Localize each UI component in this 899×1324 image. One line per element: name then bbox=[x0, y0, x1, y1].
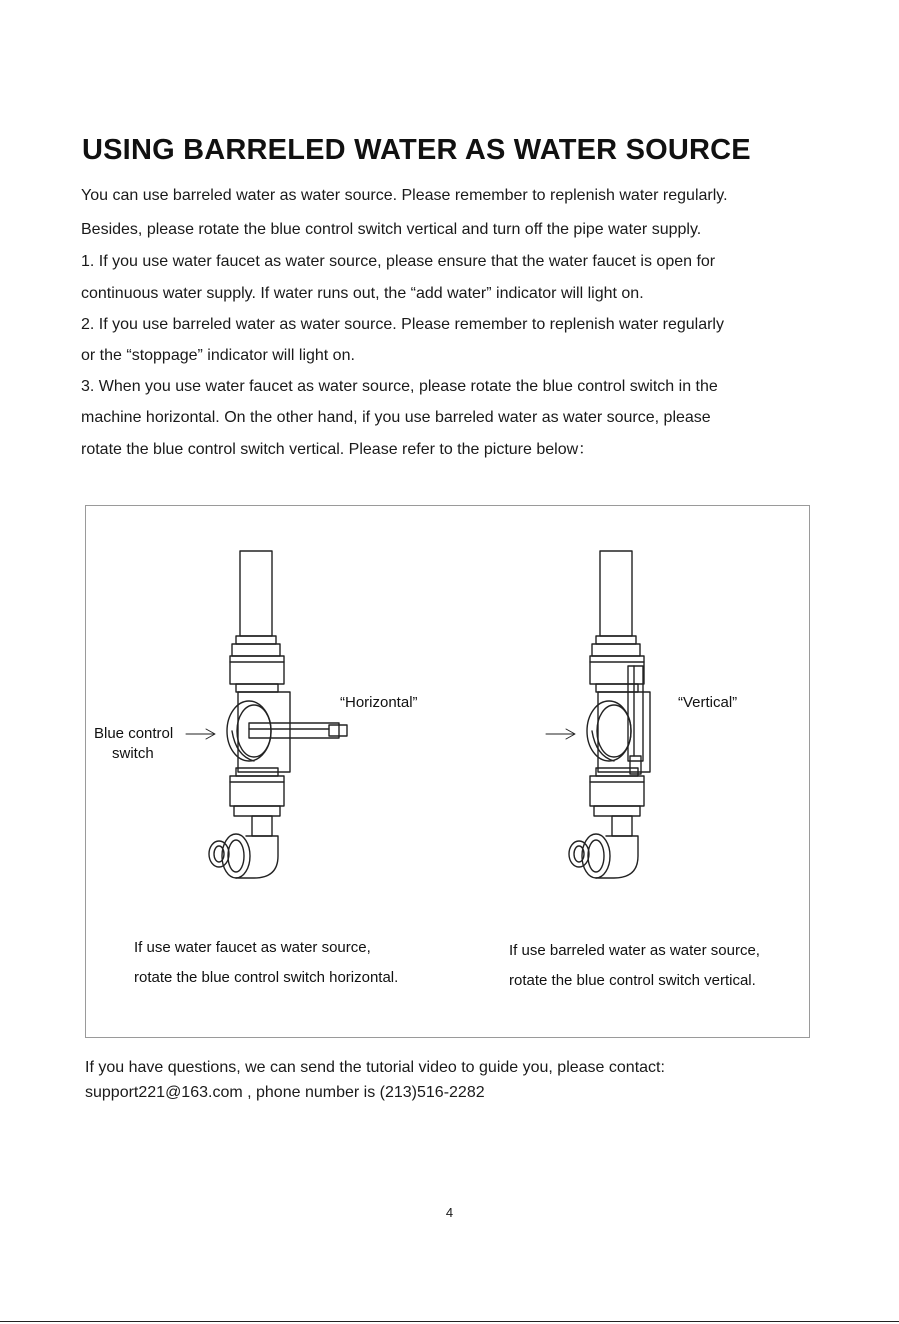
paragraph-line: continuous water supply. If water runs out, the “add water” indicator will light on. bbox=[81, 285, 644, 302]
right-pipe bbox=[600, 551, 632, 636]
left-pipe bbox=[240, 551, 272, 636]
left-valve-illustration bbox=[209, 551, 347, 878]
vertical-label: “Vertical” bbox=[678, 694, 738, 711]
left-caption-line2: rotate the blue control switch horizontal. bbox=[134, 969, 399, 986]
paragraph-line: Besides, please rotate the blue control switch vertical and turn off the pipe water supply. bbox=[81, 221, 702, 238]
page-number: 4 bbox=[445, 1205, 454, 1220]
horizontal-handle bbox=[249, 723, 339, 738]
blue-control-switch-label-line2: switch bbox=[112, 745, 154, 762]
contact-details: support221@163.com , phone number is (213)516-2282 bbox=[85, 1084, 485, 1101]
page-title: USING BARRELED WATER AS WATER SOURCE bbox=[82, 134, 751, 166]
paragraph-line: or the “stoppage” indicator will light on. bbox=[81, 347, 355, 364]
right-caption-line1: If use barreled water as water source, bbox=[509, 942, 760, 959]
left-pointer-arrow bbox=[186, 729, 215, 739]
paragraph-line: 2. If you use barreled water as water source. Please remember to replenish water regularly bbox=[81, 316, 724, 333]
valve-illustration-figure bbox=[85, 505, 810, 1038]
vertical-handle bbox=[628, 666, 643, 761]
paragraph-line: You can use barreled water as water source. Please remember to replenish water regularly. bbox=[81, 187, 728, 204]
right-caption-line2: rotate the blue control switch vertical. bbox=[509, 972, 756, 989]
right-valve-illustration bbox=[569, 551, 650, 878]
paragraph-line: 3. When you use water faucet as water source, please rotate the blue control switch in the bbox=[81, 378, 718, 395]
paragraph-line: machine horizontal. On the other hand, if you use barreled water as water source, please bbox=[81, 409, 711, 426]
horizontal-label: “Horizontal” bbox=[340, 694, 418, 711]
paragraph-line: 1. If you use water faucet as water source, please ensure that the water faucet is open for bbox=[81, 253, 716, 270]
blue-control-switch-label: Blue control bbox=[94, 725, 174, 742]
right-pointer-arrow bbox=[546, 729, 575, 739]
paragraph-line: rotate the blue control switch vertical. Please refer to the picture below： bbox=[81, 441, 595, 458]
left-caption-line1: If use water faucet as water source, bbox=[134, 939, 371, 956]
bottom-divider bbox=[0, 1321, 899, 1322]
contact-line: If you have questions, we can send the tutorial video to guide you, please contact: bbox=[85, 1059, 665, 1076]
